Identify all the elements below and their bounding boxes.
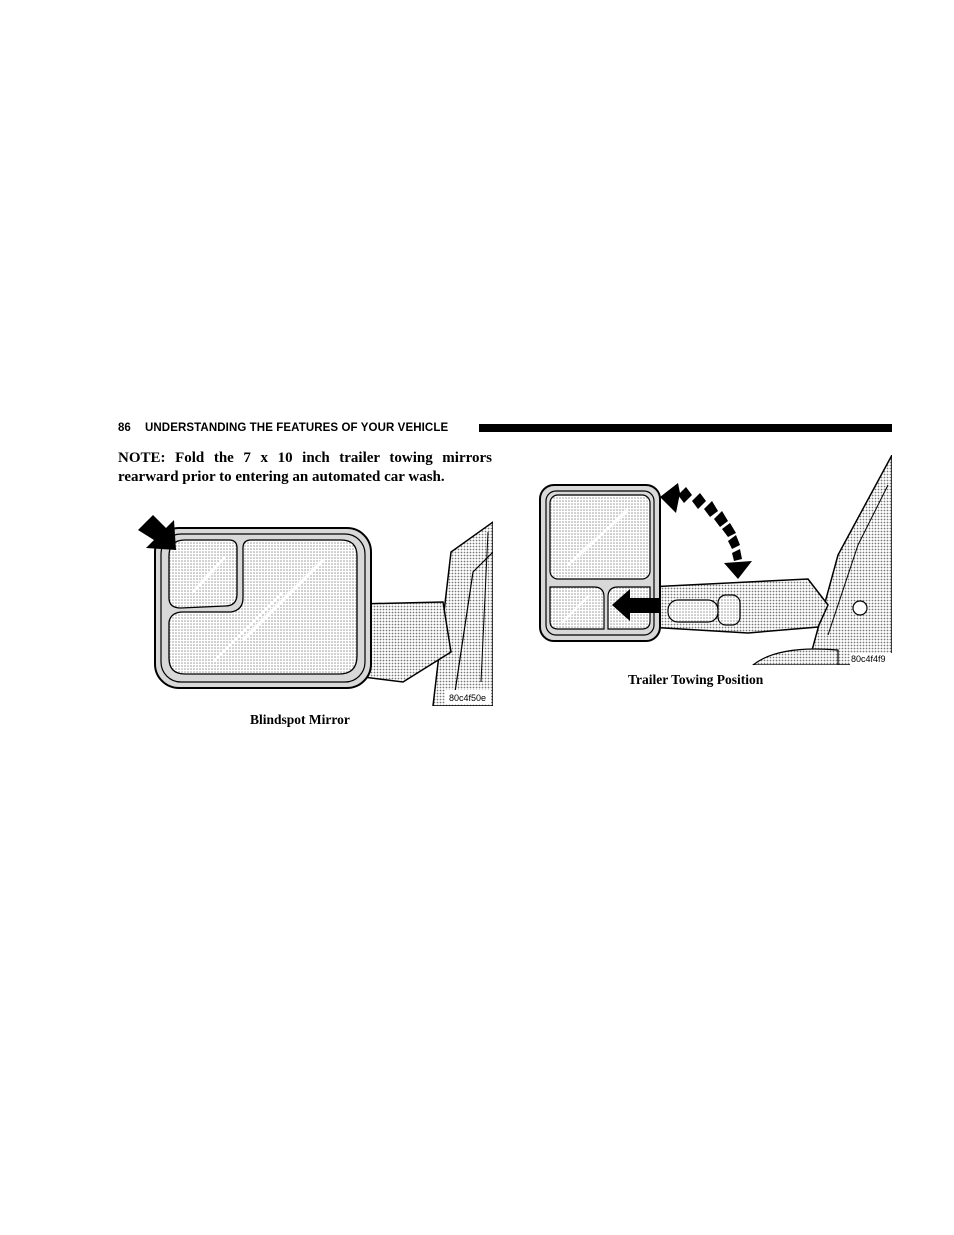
note-text: NOTE: Fold the 7 x 10 inch trailer towing mirrors rearward prior to entering an automated car wash. bbox=[118, 450, 492, 485]
trailer-towing-figure bbox=[538, 455, 892, 665]
trailer-towing-mirror-illustration-icon bbox=[538, 455, 892, 665]
figure-code: 80c4f50e bbox=[449, 693, 487, 703]
blindspot-mirror-caption: Blindspot Mirror bbox=[250, 712, 350, 727]
section-title: UNDERSTANDING THE FEATURES OF YOUR VEHICLE bbox=[145, 422, 449, 434]
blindspot-mirror-figure bbox=[133, 512, 493, 706]
header-rule bbox=[479, 424, 892, 432]
trailer-towing-caption: Trailer Towing Position bbox=[628, 672, 764, 687]
page-header bbox=[118, 419, 892, 437]
figure-code: 80c4f4f9 bbox=[851, 654, 886, 664]
blindspot-mirror-illustration-icon bbox=[133, 512, 493, 706]
page-number: 86 bbox=[118, 422, 131, 434]
